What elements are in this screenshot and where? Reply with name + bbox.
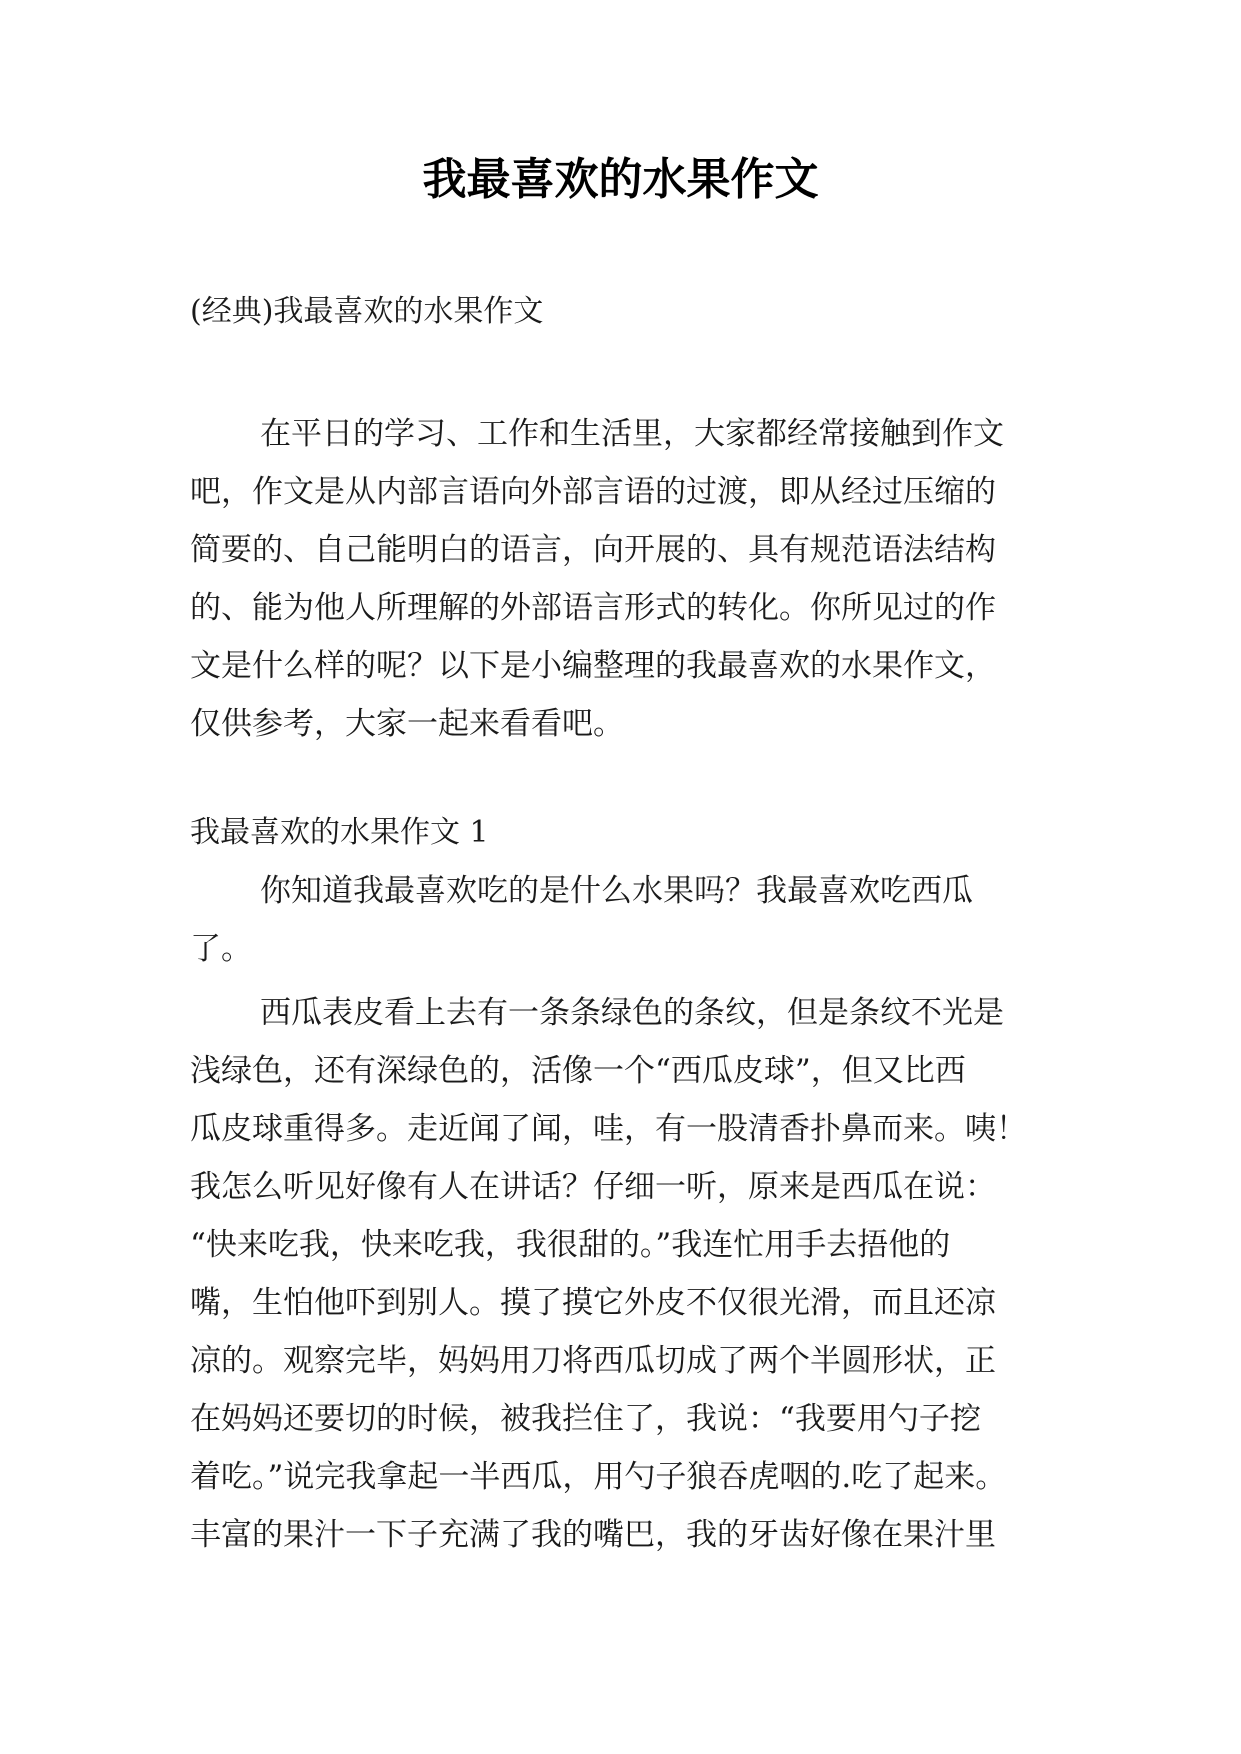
text-line: 仅供参考，大家一起来看看吧。 <box>190 706 624 742</box>
essay-paragraph-2 <box>190 984 1052 1564</box>
text-line: 文是什么样的呢？以下是小编整理的我最喜欢的水果作文， <box>190 648 996 684</box>
document-subtitle: (经典)我最喜欢的水果作文 <box>190 294 544 329</box>
text-line: 在平日的学习、工作和生活里，大家都经常接触到作文 <box>260 416 1004 452</box>
text-line: 的、能为他人所理解的外部语言形式的转化。你所见过的作 <box>190 590 996 626</box>
essay-heading: 我最喜欢的水果作文 1 <box>190 815 489 850</box>
text-line: 我怎么听见好像有人在讲话？仔细一听，原来是西瓜在说： <box>190 1169 996 1205</box>
text-line: 浅绿色，还有深绿色的，活像一个“西瓜皮球”，但又比西 <box>190 1053 966 1089</box>
document-title: 我最喜欢的水果作文 <box>422 154 819 205</box>
text-line: 嘴，生怕他吓到别人。摸了摸它外皮不仅很光滑，而且还凉 <box>190 1285 996 1321</box>
text-line: 吧，作文是从内部言语向外部言语的过渡，即从经过压缩的 <box>190 474 996 510</box>
text-line: 西瓜表皮看上去有一条条绿色的条纹，但是条纹不光是 <box>260 995 1004 1031</box>
essay-paragraph-1 <box>190 862 1052 978</box>
text-line: 简要的、自己能明白的语言，向开展的、具有规范语法结构 <box>190 532 996 568</box>
text-line: 着吃。”说完我拿起一半西瓜，用勺子狼吞虎咽的.吃了起来。 <box>190 1459 1007 1495</box>
text-line: 凉的。观察完毕，妈妈用刀将西瓜切成了两个半圆形状，正 <box>190 1343 996 1379</box>
intro-paragraph <box>190 405 1052 753</box>
text-line: 你知道我最喜欢吃的是什么水果吗？我最喜欢吃西瓜 <box>260 873 973 909</box>
text-line: 了。 <box>190 931 252 967</box>
text-line: 在妈妈还要切的时候，被我拦住了，我说：“我要用勺子挖 <box>190 1401 981 1437</box>
text-line: “快来吃我，快来吃我，我很甜的。”我连忙用手去捂他的 <box>190 1227 951 1263</box>
text-line: 丰富的果汁一下子充满了我的嘴巴，我的牙齿好像在果汁里 <box>190 1517 996 1553</box>
text-line: 瓜皮球重得多。走近闻了闻，哇，有一股清香扑鼻而来。咦！ <box>190 1111 1027 1147</box>
